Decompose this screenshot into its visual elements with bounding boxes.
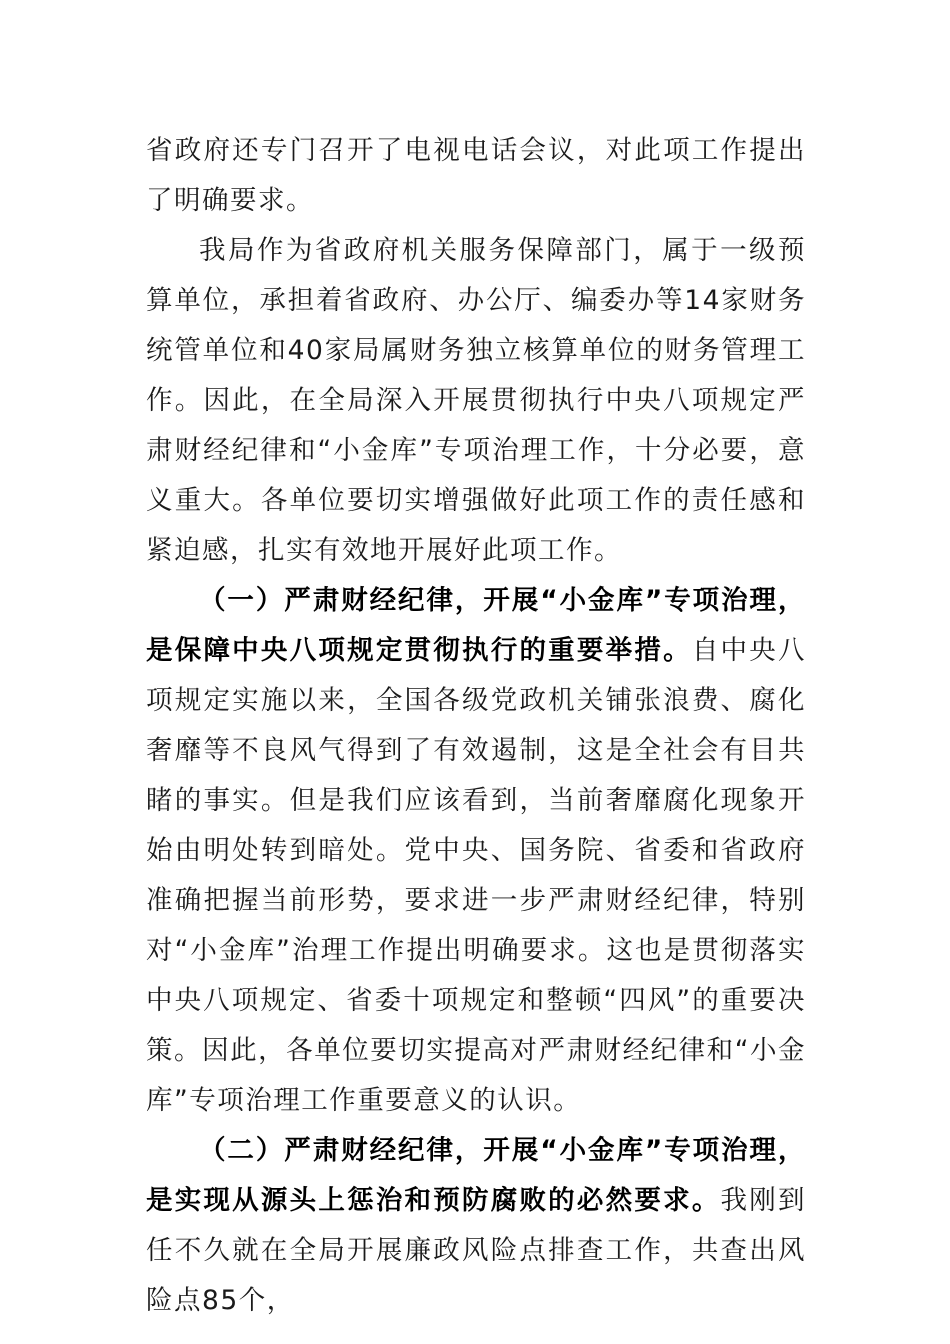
paragraph-2-text: 我局作为省政府机关服务保障部门，属于一级预算单位，承担着省政府、办公厅、编委办等14家财务统管单位和40家局属财务独立核算单位的财务管理工作。因此，在全局深入开展贯彻执行中央八项规定严肃财经纪律和“小金库”专项治理工作，十分必要，意义重大。各单位要切实增强做好此项工作的责任感和紧迫感，扎实有效地开展好此项工作。 xyxy=(146,235,806,566)
paragraph-4 xyxy=(146,1126,806,1326)
paragraph-3-text: 自中央八项规定实施以来，全国各级党政机关铺张浪费、腐化奢靡等不良风气得到了有效遏制，这是全社会有目共睹的事实。但是我们应该看到，当前奢靡腐化现象开始由明处转到暗处。党中央、国务院、省委和省政府准确把握当前形势，要求进一步严肃财经纪律，特别对“小金库”治理工作提出明确要求。这也是贯彻落实中央八项规定、省委十项规定和整顿“四风”的重要决策。因此，各单位要切实提高对严肃财经纪律和“小金库”专项治理工作重要意义的认识。 xyxy=(146,635,807,1116)
paragraph-2 xyxy=(146,226,806,576)
paragraph-3-heading: （一）严肃财经纪律，开展“小金库”专项治理，是保障中央八项规定贯彻执行的重要举措。 xyxy=(146,585,806,666)
paragraph-3 xyxy=(146,576,806,1126)
paragraph-1-text: 省政府还专门召开了电视电话会议，对此项工作提出了明确要求。 xyxy=(146,135,806,216)
paragraph-4-heading: （二）严肃财经纪律，开展“小金库”专项治理，是实现从源头上惩治和预防腐败的必然要求。 xyxy=(146,1135,806,1216)
paragraph-4-text: 我刚到任不久就在全局开展廉政风险点排查工作，共查出风险点85个， xyxy=(146,1185,807,1316)
paragraph-1 xyxy=(146,126,806,226)
document-body xyxy=(146,126,806,1326)
